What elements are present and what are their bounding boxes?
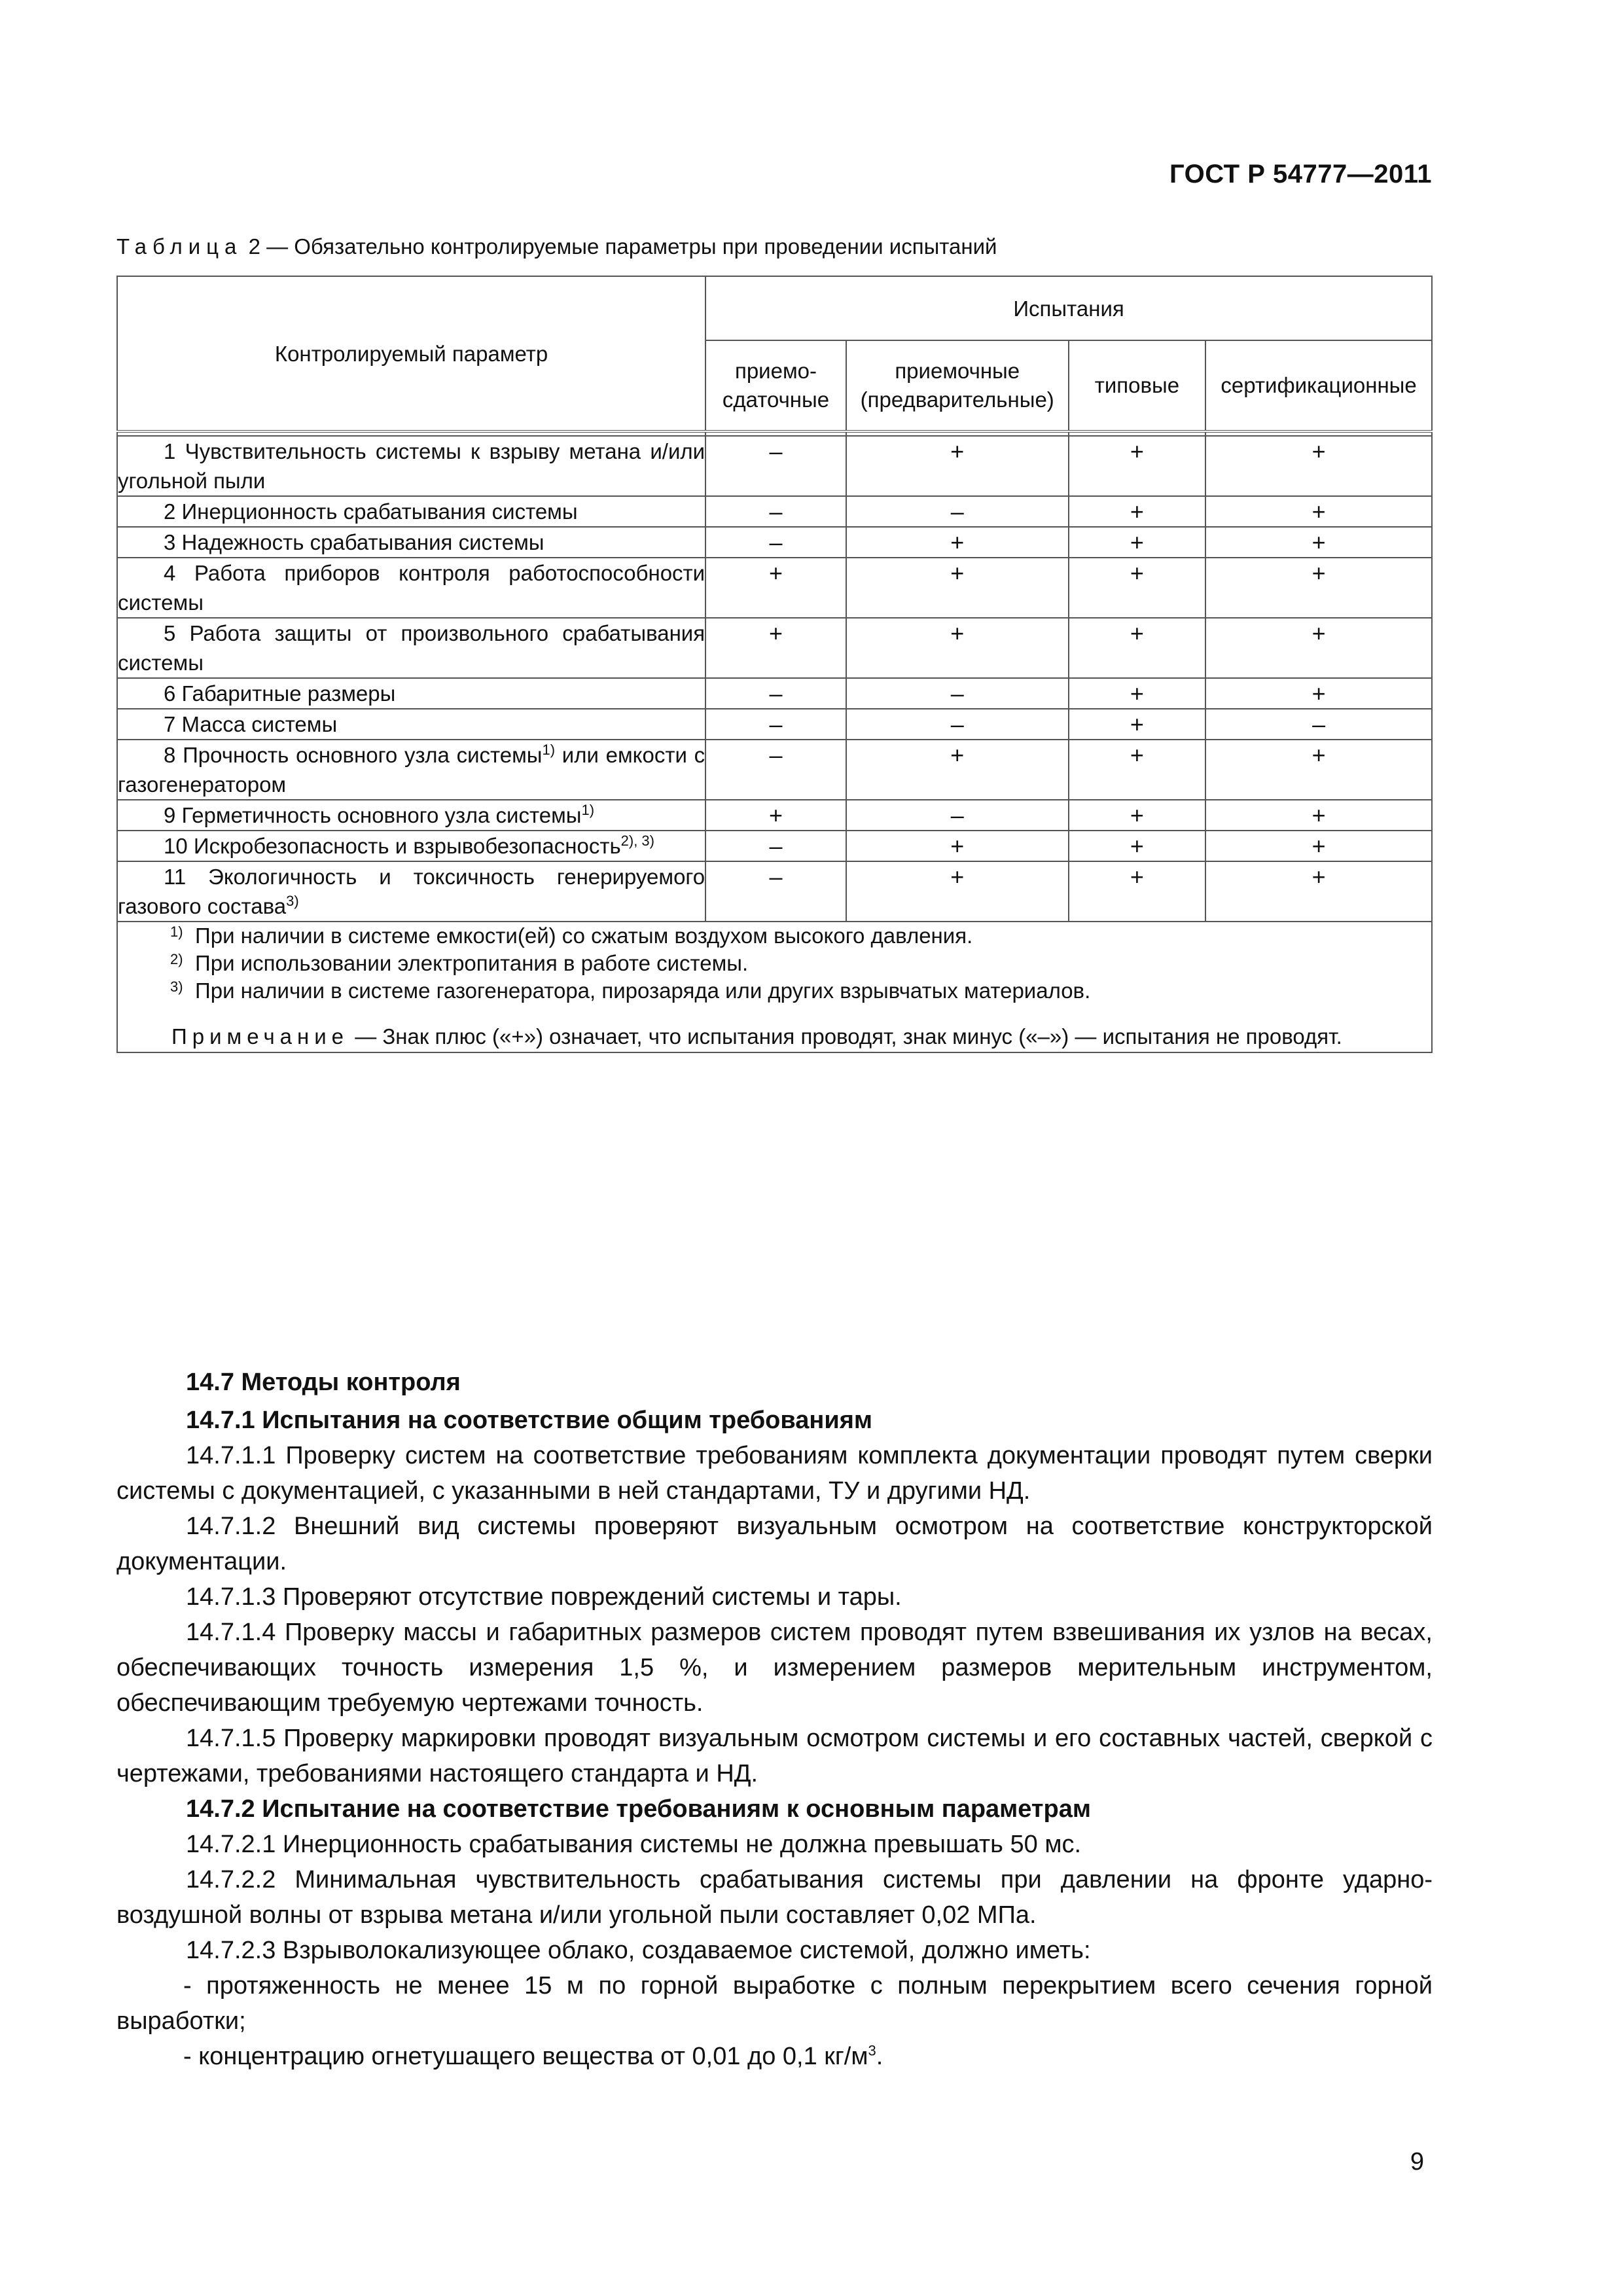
mark-cell: +	[846, 558, 1069, 618]
mark-cell: –	[846, 678, 1069, 709]
body-text	[116, 1365, 1433, 2074]
footnote-reference: 1)	[542, 742, 556, 758]
unit-exponent: 3	[868, 2042, 876, 2059]
param-cell	[117, 436, 705, 496]
paragraph-14-7-1-4: 14.7.1.4 Проверку массы и габаритных размеров систем проводят путем взвешивания их узлов на весах, обеспечивающих точность измерения 1,5 %, и измерением размеров мерительным инструментом, обеспечивающим требуемую чертежами точность.	[116, 1619, 1433, 1717]
param-text: 3 Надежность срабатывания системы	[164, 530, 544, 554]
mark-cell: +	[1069, 709, 1206, 740]
table-row	[117, 740, 1432, 800]
table-row	[117, 527, 1432, 558]
mark-cell: –	[705, 740, 846, 800]
mark-cell: +	[1205, 861, 1432, 922]
mark-cell: +	[846, 436, 1069, 496]
footnote-mark: 1)	[170, 924, 183, 940]
mark-cell: –	[846, 709, 1069, 740]
section-heading-14-7-1: 14.7.1 Испытания на соответствие общим требованиям	[186, 1407, 872, 1434]
table-body	[117, 436, 1432, 922]
mark-cell: –	[705, 678, 846, 709]
mark-cell: –	[846, 496, 1069, 527]
table-row	[117, 831, 1432, 861]
paragraph-14-7-1-5: 14.7.1.5 Проверку маркировки проводят визуальным осмотром системы и его составных частей, сверкой с чертежами, требованиями настоящего стандарта и НД.	[116, 1725, 1433, 1787]
page-number: 9	[1410, 2148, 1424, 2176]
document-code: ГОСТ Р 54777—2011	[1169, 160, 1432, 188]
table-row	[117, 618, 1432, 678]
table-row	[117, 861, 1432, 922]
footnote-reference: 2), 3)	[620, 833, 654, 849]
mark-cell: +	[1205, 527, 1432, 558]
footnote	[118, 922, 1431, 950]
paragraph-14-7-1-3: 14.7.1.3 Проверяют отсутствие повреждений системы и тары.	[186, 1583, 902, 1611]
param-text: 6 Габаритные размеры	[164, 681, 396, 706]
table-row	[117, 496, 1432, 527]
footnote-reference: 1)	[581, 802, 595, 818]
mark-cell: –	[846, 800, 1069, 831]
mark-cell: +	[846, 618, 1069, 678]
note-text: — Знак плюс («+») означает, что испытания проводят, знак минус («–») — испытания не проводят.	[355, 1024, 1342, 1049]
param-text: 7 Масса системы	[164, 712, 338, 736]
table-caption	[116, 234, 997, 259]
mark-cell: +	[1069, 558, 1206, 618]
mark-cell: +	[1205, 618, 1432, 678]
column-header-type: типовые	[1069, 340, 1206, 431]
param-cell	[117, 831, 705, 861]
paragraph-14-7-1-2: 14.7.1.2 Внешний вид системы проверяют визуальным осмотром на соответствие конструкторской документации.	[116, 1513, 1433, 1575]
mark-cell: +	[1205, 496, 1432, 527]
footnote	[118, 950, 1431, 977]
mark-cell: +	[1069, 861, 1206, 922]
param-cell	[117, 558, 705, 618]
column-header-acceptance-delivery: приемо-сдаточные	[705, 340, 846, 431]
mark-cell: +	[1069, 436, 1206, 496]
list-item-concentration-end: .	[876, 2043, 883, 2070]
param-text: 1 Чувствительность системы к взрыву метана и/или угольной пыли	[118, 439, 705, 493]
param-text-continued: или емкости с газогенератором	[118, 743, 705, 797]
tests-group-header: Испытания	[705, 276, 1432, 340]
param-cell	[117, 496, 705, 527]
param-text: 2 Инерционность срабатывания системы	[164, 499, 578, 524]
column-header-acceptance-preliminary: приемочные (предварительные)	[846, 340, 1069, 431]
param-text: 4 Работа приборов контроля работоспособности системы	[118, 561, 705, 615]
list-item-concentration	[116, 2039, 1433, 2074]
param-text: 8 Прочность основного узла системы	[164, 743, 543, 767]
mark-cell: +	[1205, 740, 1432, 800]
table-footnotes	[117, 922, 1432, 1052]
table-caption-label: Таблица	[116, 234, 243, 259]
mark-cell: –	[705, 831, 846, 861]
mark-cell: +	[846, 740, 1069, 800]
paragraph-14-7-1-1: 14.7.1.1 Проверку систем на соответствие требованиям комплекта документации проводят путем сверки системы с документацией, с указанными в ней стандартами, ТУ и другими НД.	[116, 1442, 1433, 1505]
param-column-header: Контролируемый параметр	[117, 276, 705, 431]
mark-cell: +	[1069, 618, 1206, 678]
mark-cell: –	[705, 527, 846, 558]
table-row	[117, 709, 1432, 740]
paragraph-14-7-2-1: 14.7.2.1 Инерционность срабатывания системы не должна превышать 50 мс.	[186, 1831, 1082, 1858]
mark-cell: +	[1069, 527, 1206, 558]
table-row	[117, 436, 1432, 496]
list-item-length: - протяженность не менее 15 м по горной выработке с полным перекрытием всего сечения горной выработки;	[116, 1972, 1433, 2035]
footnote-text: При наличии в системе газогенератора, пирозаряда или других взрывчатых материалов.	[195, 978, 1091, 1003]
footnote-text: При использовании электропитания в работе системы.	[195, 951, 749, 975]
mark-cell: +	[1069, 831, 1206, 861]
table-caption-number: 2	[248, 234, 260, 259]
param-text: 10 Искробезопасность и взрывобезопасность	[164, 834, 621, 858]
mark-cell: +	[846, 831, 1069, 861]
table-note	[118, 1022, 1431, 1052]
paragraph-14-7-2-2: 14.7.2.2 Минимальная чувствительность срабатывания системы при давлении на фронте ударно-воздушной волны от взрыва метана и/или угольной пыли составляет 0,02 МПа.	[116, 1866, 1433, 1929]
mark-cell: +	[846, 861, 1069, 922]
mark-cell: –	[1205, 709, 1432, 740]
table-caption-text: — Обязательно контролируемые параметры при проведении испытаний	[266, 234, 997, 259]
parameters-table	[116, 276, 1433, 1053]
mark-cell: +	[846, 527, 1069, 558]
param-cell	[117, 527, 705, 558]
footnote-mark: 3)	[170, 978, 183, 995]
mark-cell: +	[705, 618, 846, 678]
table-row	[117, 678, 1432, 709]
param-cell	[117, 709, 705, 740]
mark-cell: +	[1069, 800, 1206, 831]
mark-cell: +	[1205, 678, 1432, 709]
mark-cell: +	[1205, 831, 1432, 861]
mark-cell: +	[705, 800, 846, 831]
param-text: 5 Работа защиты от произвольного срабатывания системы	[118, 621, 705, 675]
footnote-text: При наличии в системе емкости(ей) со сжатым воздухом высокого давления.	[195, 924, 973, 948]
mark-cell: –	[705, 861, 846, 922]
table-row	[117, 800, 1432, 831]
mark-cell: +	[1069, 678, 1206, 709]
paragraph-14-7-2-3: 14.7.2.3 Взрыволокализующее облако, создаваемое системой, должно иметь:	[186, 1937, 1091, 1964]
param-text: 9 Герметичность основного узла системы	[164, 803, 582, 827]
mark-cell: –	[705, 496, 846, 527]
param-cell	[117, 861, 705, 922]
param-cell	[117, 618, 705, 678]
mark-cell: +	[1205, 558, 1432, 618]
mark-cell: +	[1069, 740, 1206, 800]
mark-cell: +	[705, 558, 846, 618]
list-item-concentration-text: - концентрацию огнетушащего вещества от 0,01 до 0,1 кг/м	[183, 2043, 868, 2070]
param-cell	[117, 740, 705, 800]
section-heading-14-7-2: 14.7.2 Испытание на соответствие требованиям к основным параметрам	[186, 1795, 1091, 1823]
header-separator	[117, 431, 1432, 436]
note-label: Примечание	[171, 1024, 349, 1049]
mark-cell: +	[1205, 436, 1432, 496]
mark-cell: –	[705, 709, 846, 740]
mark-cell: +	[1205, 800, 1432, 831]
footnote	[118, 977, 1431, 1005]
mark-cell: +	[1069, 496, 1206, 527]
section-heading-14-7: 14.7 Методы контроля	[186, 1369, 461, 1396]
param-text: 11 Экологичность и токсичность генерируемого газового состава	[118, 865, 705, 918]
param-cell	[117, 678, 705, 709]
column-header-certification: сертификационные	[1205, 340, 1432, 431]
mark-cell: –	[705, 436, 846, 496]
table-row	[117, 558, 1432, 618]
footnote-reference: 3)	[286, 893, 299, 909]
page-header	[0, 0, 1623, 209]
param-cell	[117, 800, 705, 831]
footnote-mark: 2)	[170, 951, 183, 967]
